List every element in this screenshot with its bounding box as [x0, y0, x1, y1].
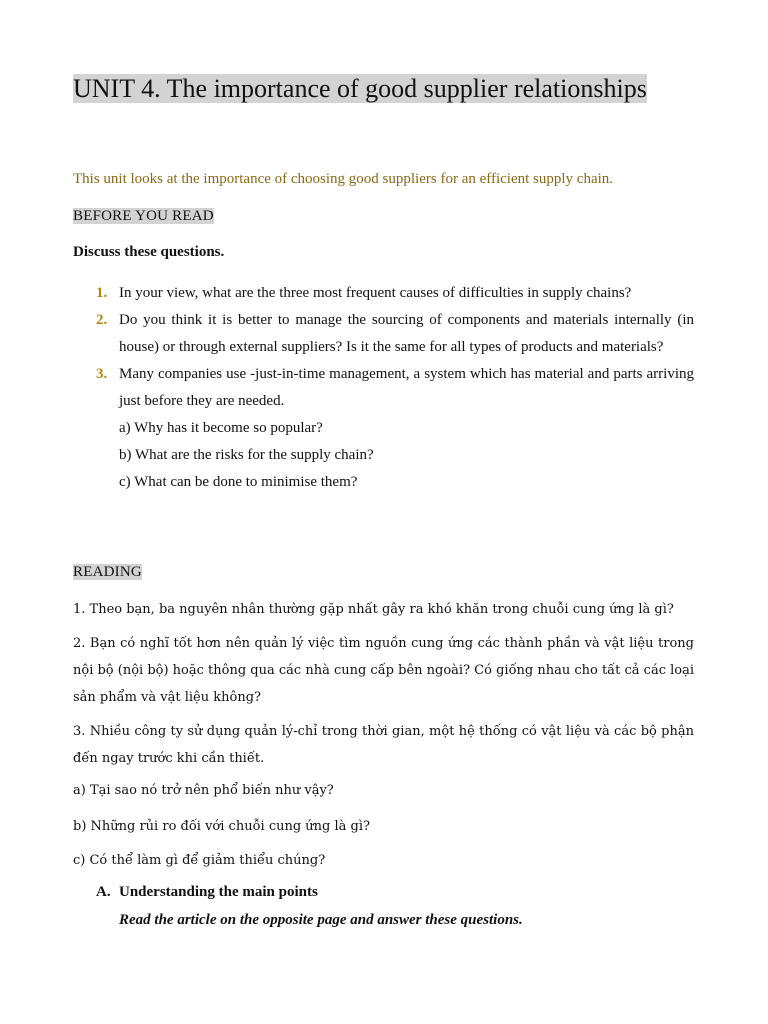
question-item: [73, 361, 694, 496]
section-title: Understanding the main points: [119, 884, 318, 900]
question-number: 3.: [96, 366, 108, 382]
question-item: [73, 280, 694, 307]
unit-intro: This unit looks at the importance of choosing good suppliers for an efficient supply chain.: [73, 171, 614, 187]
discuss-instruction: Discuss these questions.: [73, 244, 225, 260]
translation-paragraph: c) Có thể làm gì để giảm thiểu chúng?: [73, 853, 326, 868]
unit-title-text: UNIT 4. The importance of good supplier relationships: [73, 74, 647, 103]
question-number: 1.: [96, 285, 108, 301]
translation-paragraph: a) Tại sao nó trở nên phổ biến như vậy?: [73, 783, 334, 798]
section-letter: A.: [96, 884, 111, 900]
section-a-heading: [73, 884, 694, 901]
question-text: Do you think it is better to manage the sourcing of components and materials internally (in house) or through external suppliers? Is it the same for all types of products and materials?: [119, 312, 694, 355]
question-list: [73, 280, 694, 496]
unit-title: [73, 66, 694, 112]
translation-paragraph: b) Những rủi ro đối với chuỗi cung ứng là gì?: [73, 819, 370, 834]
translation-paragraph: 1. Theo bạn, ba nguyên nhân thường gặp nhất gây ra khó khăn trong chuỗi cung ứng là gì?: [73, 602, 674, 617]
before-you-read-heading: [73, 208, 694, 225]
reading-label: READING: [73, 564, 142, 580]
sub-question: a) Why has it become so popular?: [119, 420, 323, 436]
reading-heading: [73, 564, 694, 581]
question-text: Many companies use -just-in-time management, a system which has material and parts arriving just before they are needed.: [119, 366, 694, 409]
section-a-instruction: Read the article on the opposite page and answer these questions.: [119, 912, 523, 928]
translation-paragraph: 2. Bạn có nghĩ tốt hơn nên quản lý việc tìm nguồn cung ứng các thành phần và vật liệu trong nội bộ (nội bộ) hoặc thông qua các nhà cung cấp bên ngoài? Có giống nhau cho tất cả các loại sản phẩm và vật liệu không?: [73, 636, 695, 705]
sub-question: c) What can be done to minimise them?: [119, 474, 358, 490]
sub-question: b) What are the risks for the supply chain?: [119, 447, 374, 463]
question-number: 2.: [96, 312, 108, 328]
question-item: [73, 307, 694, 361]
before-you-read-label: BEFORE YOU READ: [73, 208, 214, 224]
question-text: In your view, what are the three most frequent causes of difficulties in supply chains?: [119, 285, 632, 301]
translation-paragraph: 3. Nhiều công ty sử dụng quản lý-chỉ trong thời gian, một hệ thống có vật liệu và các bộ phận đến ngay trước khi cần thiết.: [73, 724, 694, 766]
